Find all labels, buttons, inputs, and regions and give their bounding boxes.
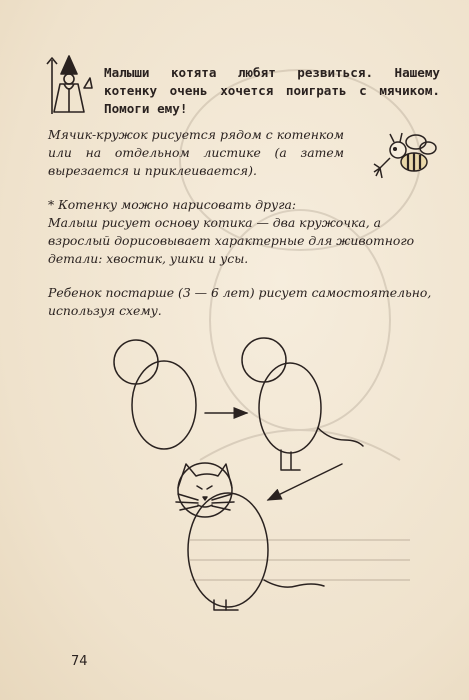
instruction-text: Мячик-кружок рисуется рядом с котенком или на отдельном листике (а затем вырезается и приклеивается).: [48, 127, 344, 178]
intro-text: Малыши котята любят резвиться. Нашему котенку очень хочется поиграть с мячиком. Помоги ему!: [104, 65, 440, 116]
arrow-step-three: [268, 464, 342, 500]
step-two-body: [242, 338, 363, 470]
step-one-circles: [114, 340, 196, 449]
step-three-cat: [176, 463, 324, 610]
page-number: 74: [71, 654, 88, 669]
friend-note-body: Малыш рисует основу котика — два кружочка, а взрослый дорисовывает характерные для животного детали: хвостик, ушки и усы.: [48, 215, 415, 266]
friend-note-heading: * Котенку можно нарисовать друга:: [48, 197, 297, 212]
older-child-text: Ребенок постарше (3 — 6 лет) рисует самостоятельно, используя схему.: [48, 285, 432, 318]
